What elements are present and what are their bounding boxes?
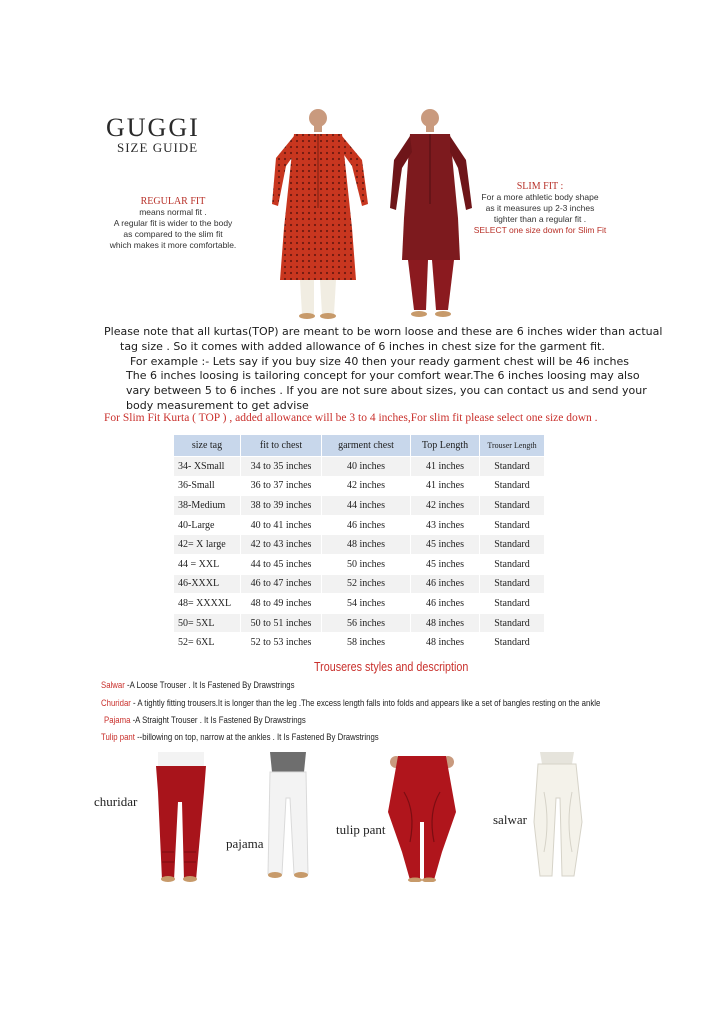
size-tag-cell: 34- XSmall	[174, 457, 241, 477]
fit-to-chest-cell: 50 to 51 inches	[241, 613, 322, 633]
slim-fit-line: as it measures up 2-3 inches	[485, 203, 595, 213]
fit-to-chest-cell: 42 to 43 inches	[241, 535, 322, 555]
slim-fit-title: SLIM FIT :	[516, 181, 564, 192]
column-header: Trouser Length	[480, 435, 545, 457]
trouser-length-cell: Standard	[480, 457, 545, 477]
top-length-cell: 46 inches	[411, 574, 480, 594]
top-length-cell: 41 inches	[411, 457, 480, 477]
regular-fit-line: which makes it more comfortable.	[109, 240, 237, 250]
fit-to-chest-cell: 36 to 37 inches	[241, 476, 322, 496]
garment-chest-cell: 54 inches	[322, 594, 411, 614]
size-table	[173, 434, 545, 653]
table-row	[174, 594, 545, 614]
size-tag-cell: 38-Medium	[174, 496, 241, 516]
note-line: vary between 5 to 6 inches . If you are not sure about sizes, you can contact us and send your	[126, 384, 647, 398]
tulip-pant-image	[386, 752, 458, 882]
fit-to-chest-cell: 38 to 39 inches	[241, 496, 322, 516]
top-length-cell: 42 inches	[411, 496, 480, 516]
brand-name: GUGGI	[106, 113, 200, 142]
regular-fit-title: REGULAR FIT	[140, 196, 206, 207]
regular-fit-description	[100, 196, 246, 251]
garment-chest-cell: 40 inches	[322, 457, 411, 477]
top-length-cell: 45 inches	[411, 554, 480, 574]
regular-fit-line: means normal fit .	[139, 207, 207, 217]
trouser-description-salwar	[101, 680, 295, 691]
top-length-cell: 45 inches	[411, 535, 480, 555]
size-tag-cell: 36-Small	[174, 476, 241, 496]
size-tag-cell: 42= X large	[174, 535, 241, 555]
top-length-cell: 41 inches	[411, 476, 480, 496]
brand-subtitle: SIZE GUIDE	[117, 140, 199, 155]
trouser-description-churidar	[101, 698, 600, 709]
note-line: tag size . So it comes with added allowance of 6 inches in chest size for the garment fit.	[120, 339, 605, 353]
trouser-description-pajama	[104, 715, 306, 726]
regular-fit-line: as compared to the slim fit	[123, 229, 223, 239]
table-row	[174, 476, 545, 496]
trouser-desc: - A tightly fitting trousers.It is longer than the leg .The excess length falls into folds and appears like a set of bangles resting on the ankle	[130, 698, 601, 709]
table-row	[174, 554, 545, 574]
sizing-note	[104, 325, 663, 414]
size-tag-cell: 50= 5XL	[174, 613, 241, 633]
trouser-length-cell: Standard	[480, 535, 545, 555]
garment-chest-cell: 42 inches	[322, 476, 411, 496]
trouser-styles-heading: Trouseres styles and description	[314, 660, 469, 674]
trouser-desc: -A Loose Trouser . It Is Fastened By Drawstrings	[124, 680, 295, 691]
trouser-length-cell: Standard	[480, 496, 545, 516]
trouser-length-cell: Standard	[480, 613, 545, 633]
fit-to-chest-cell: 52 to 53 inches	[241, 633, 322, 653]
trouser-description-tulip	[101, 732, 379, 743]
garment-chest-cell: 56 inches	[322, 613, 411, 633]
trouser-name: Tulip pant	[101, 732, 135, 743]
slim-fit-line: For a more athletic body shape	[481, 192, 599, 202]
top-length-cell: 48 inches	[411, 633, 480, 653]
column-header: Top Length	[411, 435, 480, 457]
regular-fit-kurta-image	[264, 108, 376, 320]
size-tag-cell: 52= 6XL	[174, 633, 241, 653]
churidar-image	[148, 752, 214, 882]
top-length-cell: 43 inches	[411, 515, 480, 535]
regular-fit-line: A regular fit is wider to the body	[113, 218, 233, 228]
fit-to-chest-cell: 40 to 41 inches	[241, 515, 322, 535]
slim-fit-description	[472, 181, 608, 236]
churidar-label: churidar	[94, 794, 138, 809]
size-tag-cell: 44 = XXL	[174, 554, 241, 574]
garment-chest-cell: 58 inches	[322, 633, 411, 653]
table-row	[174, 574, 545, 594]
table-row	[174, 496, 545, 516]
table-header-row	[174, 435, 545, 457]
trouser-name: Churidar	[101, 698, 131, 709]
trouser-length-cell: Standard	[480, 554, 545, 574]
note-line: For example :- Lets say if you buy size 40 then your ready garment chest will be 46 inches	[130, 354, 629, 368]
garment-chest-cell: 50 inches	[322, 554, 411, 574]
slim-fit-line: tighter than a regular fit .	[493, 214, 587, 224]
size-tag-cell: 40-Large	[174, 515, 241, 535]
column-header: garment chest	[322, 435, 411, 457]
trouser-desc: --billowing on top, narrow at the ankles . It Is Fastened By Drawstrings	[134, 732, 379, 743]
note-line: Please note that all kurtas(TOP) are meant to be worn loose and these are 6 inches wider than actual	[104, 325, 663, 338]
table-row	[174, 515, 545, 535]
size-tag-cell: 48= XXXXL	[174, 594, 241, 614]
garment-chest-cell: 44 inches	[322, 496, 411, 516]
pajama-label: pajama	[226, 836, 264, 851]
fit-to-chest-cell: 48 to 49 inches	[241, 594, 322, 614]
slim-fit-select-note: SELECT one size down for Slim Fit	[473, 225, 607, 235]
trouser-length-cell: Standard	[480, 594, 545, 614]
table-row	[174, 633, 545, 653]
table-row	[174, 457, 545, 477]
pajama-image	[260, 752, 316, 880]
trouser-name: Pajama	[104, 715, 131, 726]
slim-fit-kurta-image	[384, 108, 478, 322]
garment-chest-cell: 48 inches	[322, 535, 411, 555]
tulip-pant-label: tulip pant	[336, 822, 386, 837]
garment-chest-cell: 52 inches	[322, 574, 411, 594]
note-line: The 6 inches loosing is tailoring concept for your comfort wear.The 6 inches loosing may also	[126, 369, 640, 383]
note-line: body measurement to get advise	[126, 398, 309, 412]
trouser-length-cell: Standard	[480, 574, 545, 594]
top-length-cell: 48 inches	[411, 613, 480, 633]
fit-to-chest-cell: 46 to 47 inches	[241, 574, 322, 594]
trouser-length-cell: Standard	[480, 633, 545, 653]
size-tag-cell: 46-XXXL	[174, 574, 241, 594]
fit-to-chest-cell: 44 to 45 inches	[241, 554, 322, 574]
salwar-label: salwar	[493, 812, 527, 827]
trouser-length-cell: Standard	[480, 476, 545, 496]
column-header: fit to chest	[241, 435, 322, 457]
trouser-desc: -A Straight Trouser . It Is Fastened By Drawstrings	[130, 715, 306, 726]
table-row	[174, 613, 545, 633]
table-row	[174, 535, 545, 555]
top-length-cell: 46 inches	[411, 594, 480, 614]
salwar-image	[530, 752, 586, 880]
trouser-length-cell: Standard	[480, 515, 545, 535]
column-header: size tag	[174, 435, 241, 457]
trouser-name: Salwar	[101, 680, 125, 691]
garment-chest-cell: 46 inches	[322, 515, 411, 535]
fit-to-chest-cell: 34 to 35 inches	[241, 457, 322, 477]
slim-fit-allowance-note: For Slim Fit Kurta ( TOP ) , added allowance will be 3 to 4 inches,For slim fit please select one size down .	[104, 412, 598, 424]
